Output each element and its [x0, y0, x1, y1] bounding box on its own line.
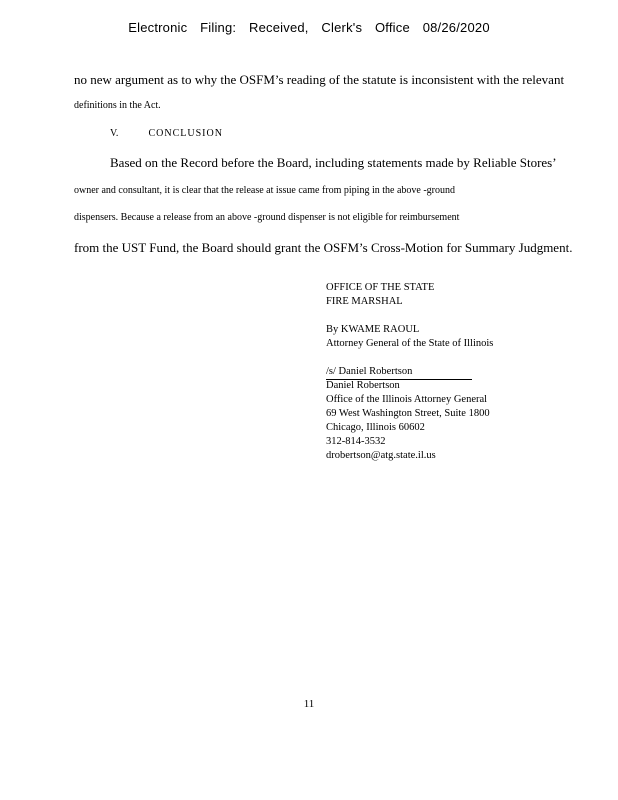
signature-signed: /s/ Daniel Robertson [326, 365, 472, 380]
section-number: V. [110, 128, 119, 139]
signature-ag-line: Attorney General of the State of Illinois [326, 338, 494, 349]
body-line-2: definitions in the Act. [74, 100, 161, 111]
body-line-1: no new argument as to why the OSFM’s reading of the statute is inconsistent with the relevant [74, 72, 565, 87]
filing-header: Electronic Filing: Received, Clerk's Office 08/26/2020 [128, 20, 490, 35]
page-number: 11 [303, 698, 315, 710]
signature-office: Office of the Illinois Attorney General [326, 394, 488, 405]
signature-address2: Chicago, Illinois 60602 [326, 422, 425, 433]
signature-name: Daniel Robertson [326, 380, 400, 391]
paragraph-line-3: dispensers. Because a release from an above -ground dispenser is not eligible for reimbursement [74, 212, 460, 223]
signature-phone: 312-814-3532 [326, 436, 386, 447]
signature-signed-line [326, 365, 472, 380]
section-heading [110, 128, 223, 139]
signature-email: drobertson@atg.state.il.us [326, 450, 436, 461]
paragraph-line-2: owner and consultant, it is clear that the release at issue came from piping in the above -ground [74, 185, 455, 196]
signature-office-line2: FIRE MARSHAL [326, 296, 403, 307]
signature-address1: 69 West Washington Street, Suite 1800 [326, 408, 490, 419]
section-title: CONCLUSION [148, 128, 223, 139]
paragraph-line-4: from the UST Fund, the Board should grant the OSFM’s Cross-Motion for Summary Judgment. [74, 240, 573, 255]
signature-office-line1: OFFICE OF THE STATE [326, 282, 435, 293]
signature-by-line: By KWAME RAOUL [326, 324, 420, 335]
paragraph-line-1: Based on the Record before the Board, including statements made by Reliable Stores’ [110, 155, 557, 170]
